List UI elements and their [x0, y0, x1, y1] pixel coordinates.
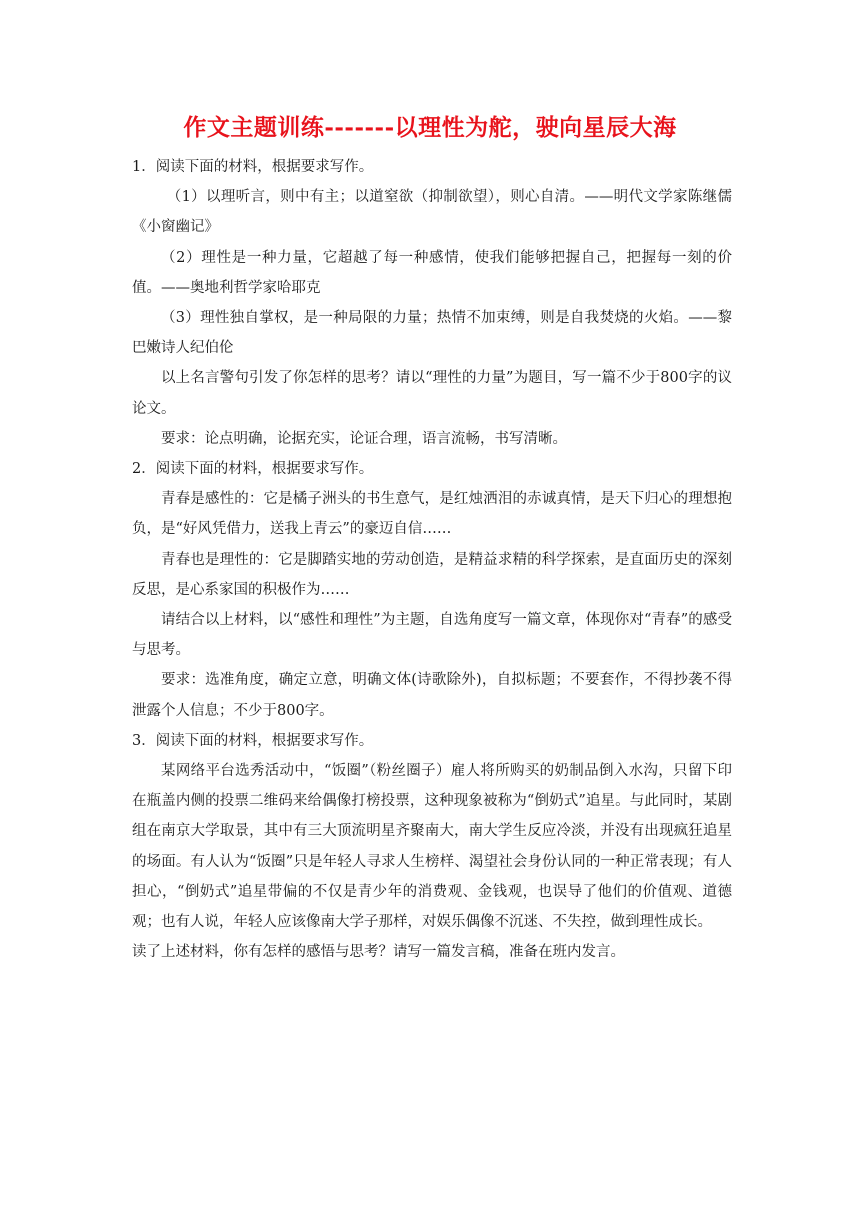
paragraph-quote-1: （1）以理听言，则中有主；以道窒欲（抑制欲望），则心自清。——明代文学家陈继儒《小窗幽记》	[132, 189, 732, 236]
paragraph-q1-prompt: 以上名言警句引发了你怎样的思考？请以“理性的力量”为题目，写一篇不少于800字的议论文。	[132, 370, 732, 417]
paragraph-q2-heading: 2．阅读下面的材料，根据要求写作。	[132, 461, 374, 478]
document-title: 作文主题训练-------以理性为舵，驶向星辰大海	[183, 114, 677, 141]
paragraph-q2-requirements: 要求：选准角度，确定立意，明确文体(诗歌除外)，自拟标题；不要套作，不得抄袭不得泄露个人信息；不少于800字。	[132, 672, 732, 719]
paragraph-q3-heading: 3．阅读下面的材料，根据要求写作。	[132, 732, 374, 749]
paragraph-q1-heading: 1．阅读下面的材料，根据要求写作。	[132, 159, 374, 175]
paragraph-q1-requirements: 要求：论点明确，论据充实，论证合理，语言流畅，书写清晰。	[161, 430, 567, 447]
paragraph-quote-3: （3）理性独自掌权，是一种局限的力量；热情不加束缚，则是自我焚烧的火焰。——黎巴嫩诗人纪伯伦	[132, 310, 732, 357]
document-body	[132, 152, 732, 967]
paragraph-q3-prompt: 读了上述材料，你有怎样的感悟与思考？请写一篇发言稿，准备在班内发言。	[132, 944, 625, 961]
paragraph-q2-material-1: 青春是感性的：它是橘子洲头的书生意气，是红烛洒泪的赤诚真情，是天下归心的理想抱负，是“好风凭借力，送我上青云”的豪迈自信……	[132, 491, 732, 538]
paragraph-q3-material: 某网络平台选秀活动中，“饭圈”（粉丝圈子）雇人将所购买的奶制品倒入水沟，只留下印在瓶盖内侧的投票二维码来给偶像打榜投票，这种现象被称为“倒奶式”追星。与此同时，某剧组在南京大学取景，其中有三大顶流明星齐聚南大，南大学生反应冷淡，并没有出现疯狂追星的场面。有人认为“饭圈”只是年轻人寻求人生榜样、渴望社会身份认同的一种正常表现；有人担心，“倒奶式”追星带偏的不仅是青少年的消费观、金钱观，也误导了他们的价值观、道德观；也有人说，年轻人应该像南大学子那样，对娱乐偶像不沉迷、不失控，做到理性成长。	[132, 763, 732, 931]
paragraph-q2-prompt: 请结合以上材料，以“感性和理性”为主题，自选角度写一篇文章，体现你对“青春”的感受与思考。	[132, 612, 732, 659]
paragraph-quote-2: （2）理性是一种力量，它超越了每一种感情，使我们能够把握自己，把握每一刻的价值。——奥地利哲学家哈耶克	[132, 249, 732, 296]
paragraph-q2-material-2: 青春也是理性的：它是脚踏实地的劳动创造，是精益求精的科学探索，是直面历史的深刻反思，是心系家国的积极作为……	[132, 551, 732, 598]
